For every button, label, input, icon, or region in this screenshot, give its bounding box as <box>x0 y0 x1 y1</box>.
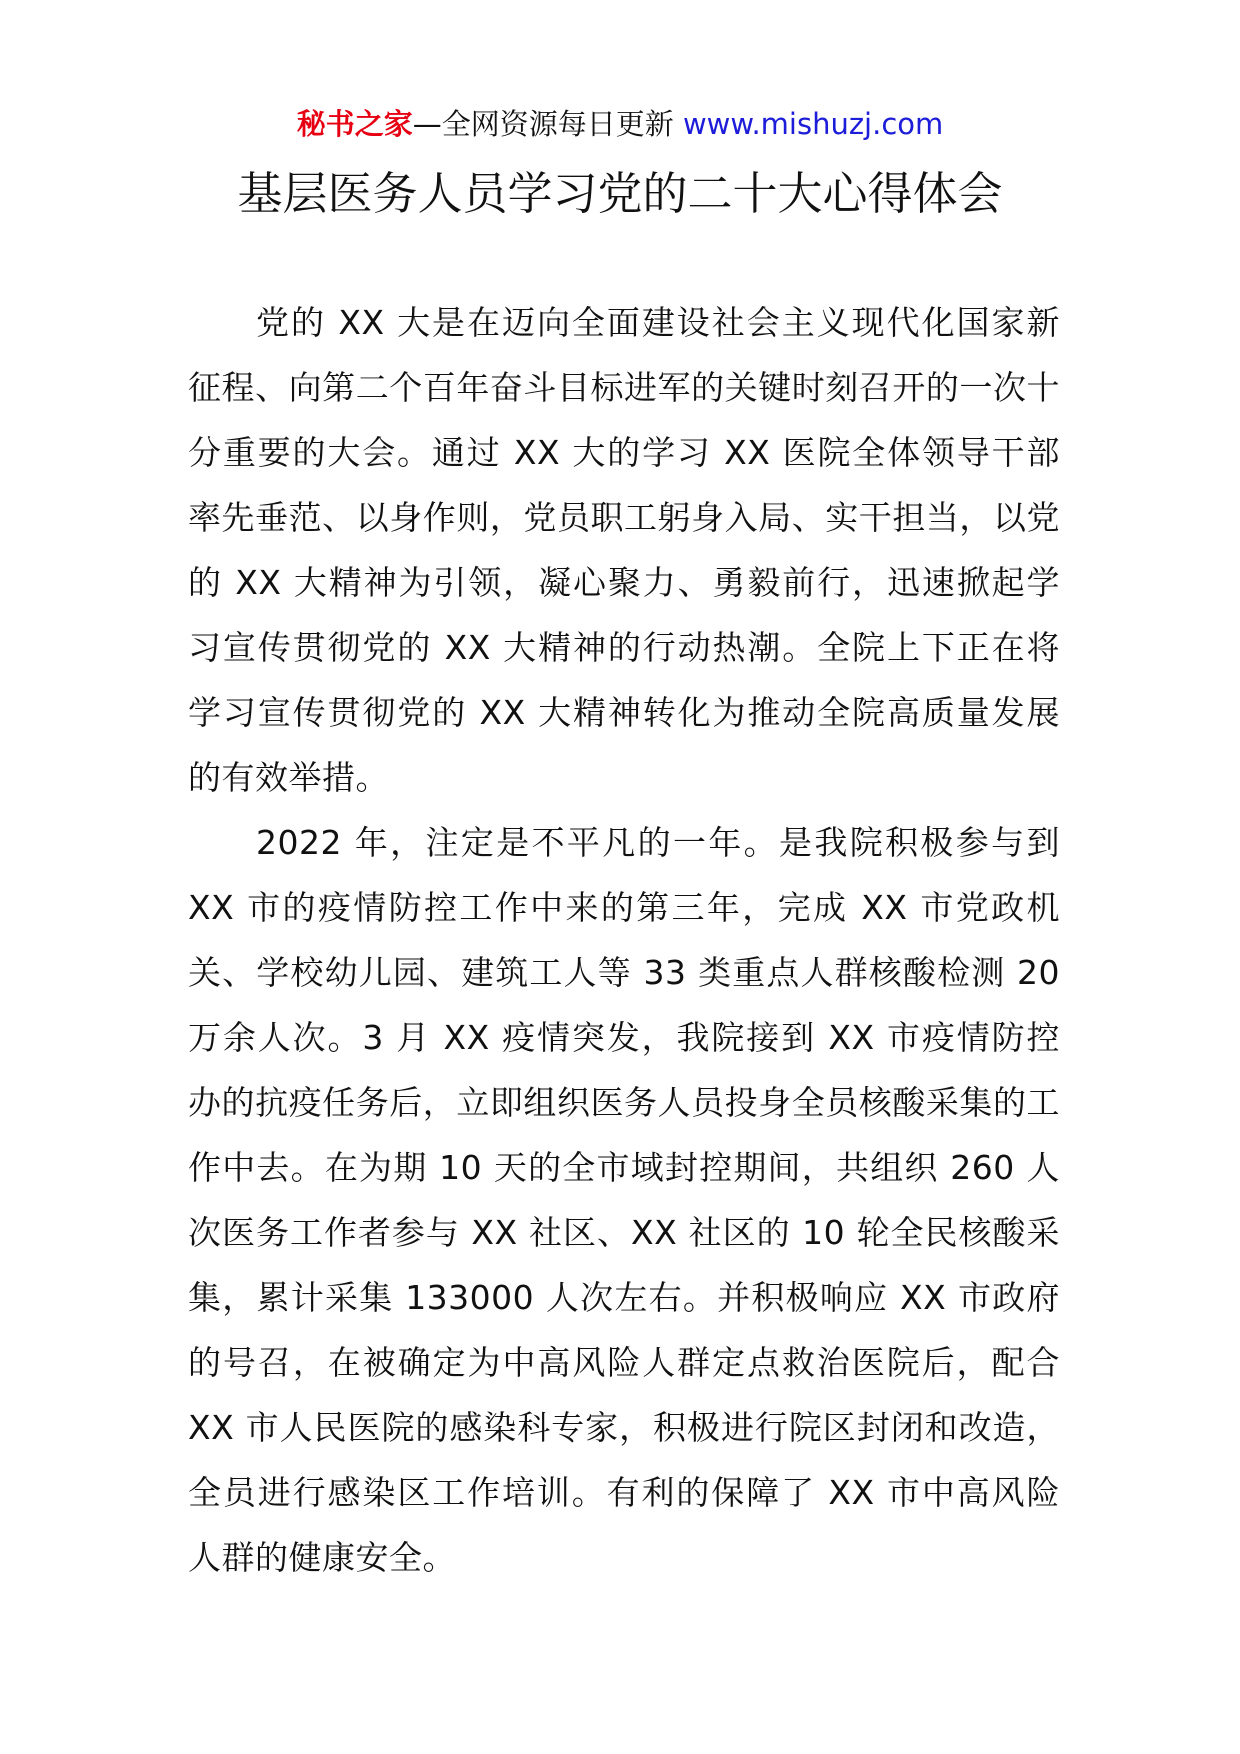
paragraph-1: 党的 XX 大是在迈向全面建设社会主义现代化国家新征程、向第二个百年奋斗目标进军的关键时刻召开的一次十分重要的大会。通过 XX 大的学习 XX 医院全体领导干部率先垂范、以身作则，党员职工躬身入局、实干担当，以党的 XX 大精神为引领，凝心聚力、勇毅前行，迅速掀起学习宣传贯彻党的 XX 大精神的行动热潮。全院上下正在将学习宣传贯彻党的 XX 大精神转化为推动全院高质量发展的有效举措。 <box>188 303 1060 797</box>
site-url-link[interactable]: www.mishuzj.com <box>682 107 944 141</box>
site-tagline: —全网资源每日更新 <box>412 107 674 141</box>
document-title: 基层医务人员学习党的二十大心得体会 <box>237 167 1003 220</box>
document-body <box>188 290 1060 1590</box>
site-brand: 秘书之家 <box>296 107 413 141</box>
paragraph-2: 2022 年，注定是不平凡的一年。是我院积极参与到 XX 市的疫情防控工作中来的第三年，完成 XX 市党政机关、学校幼儿园、建筑工人等 33 类重点人群核酸检测 20 万余人次。3 月 XX 疫情突发，我院接到 XX 市疫情防控办的抗疫任务后，立即组织医务人员投身全员核酸采集的工作中去。在为期 10 天的全市域封控期间，共组织 260 人次医务工作者参与 XX 社区、XX 社区的 10 轮全民核酸采集，累计采集 133000 人次左右。并积极响应 XX 市政府的号召，在被确定为中高风险人群定点救治医院后，配合 XX 市人民医院的感染科专家，积极进行院区封闭和改造，全员进行感染区工作培训。有利的保障了 XX 市中高风险人群的健康安全。 <box>188 823 1060 1577</box>
site-header <box>0 104 1240 144</box>
